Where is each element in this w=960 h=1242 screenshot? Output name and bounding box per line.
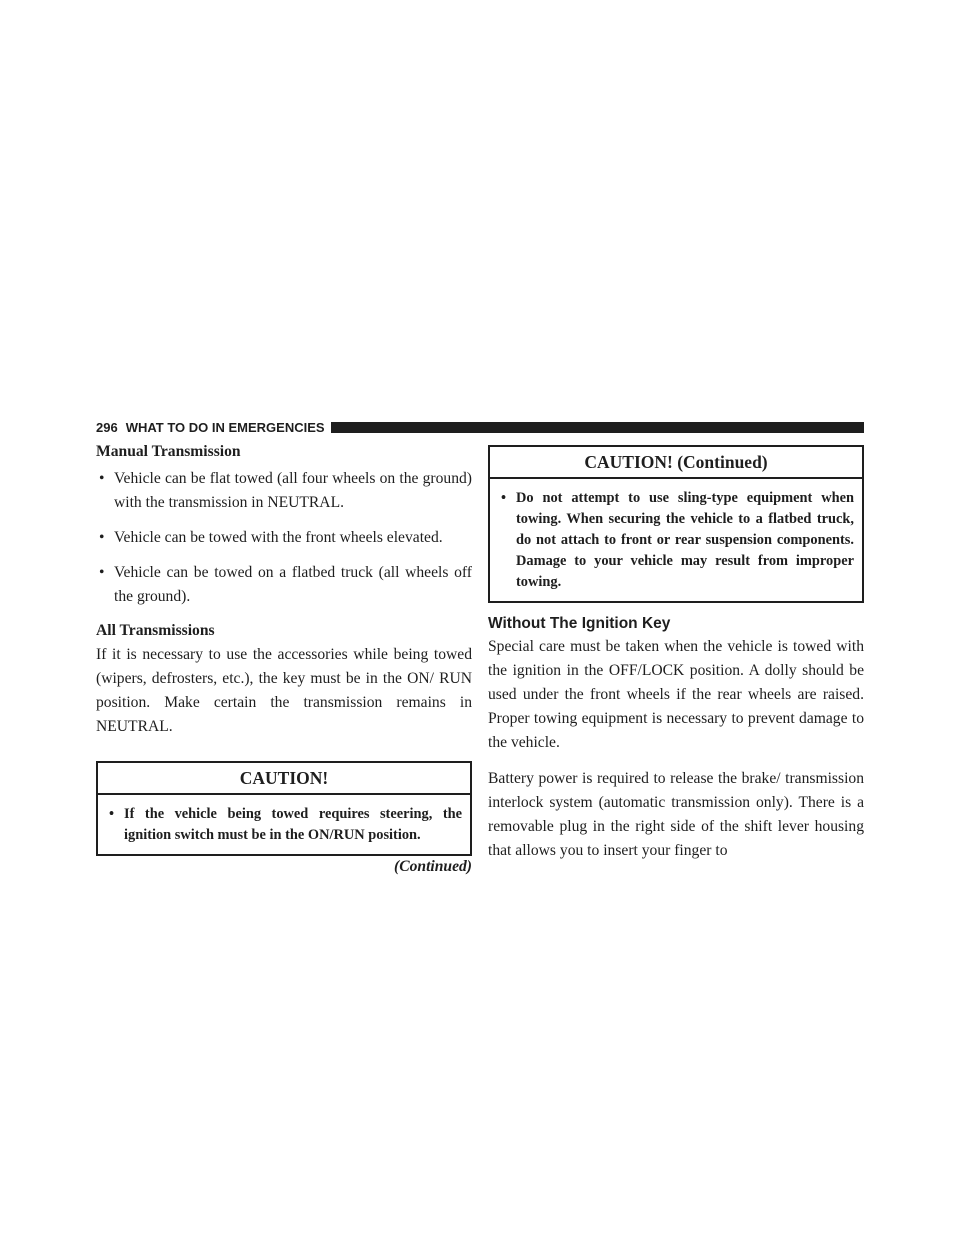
list-item: • Vehicle can be towed with the front wheels elevated. [96, 526, 472, 550]
manual-transmission-heading: Manual Transmission [96, 443, 241, 460]
page-header [96, 418, 864, 436]
bullet-icon: • [99, 564, 105, 581]
section-title: WHAT TO DO IN EMERGENCIES [125, 419, 325, 435]
bullet-icon: • [99, 529, 105, 546]
list-item: • Vehicle can be flat towed (all four wheels on the ground) with the transmission in NEUTRAL. [96, 467, 472, 515]
header-rule [331, 422, 864, 433]
bullet-icon: • [501, 490, 507, 506]
caution-continued-title: CAUTION! (Continued) [490, 447, 862, 479]
bullet-icon: • [99, 470, 105, 487]
caution-box [96, 761, 472, 856]
right-column [488, 440, 864, 863]
all-transmissions-heading: All Transmissions [96, 622, 215, 639]
caution-title: CAUTION! [98, 763, 470, 795]
ignition-paragraph-1: Special care must be taken when the vehicle is towed with the ignition in the OFF/LOCK position. A dolly should be used under the front wheels if the rear wheels are raised. Proper towing equipment is necessary to prevent damage to the vehicle. [488, 638, 864, 751]
caution-item: • Do not attempt to use sling-type equipment when towing. When securing the vehicle to a flatbed truck, do not attach to front or rear suspension components. Damage to your vehicle may result from improper towing. [501, 490, 854, 590]
caution-item: • If the vehicle being towed requires steering, the ignition switch must be in the ON/RUN position. [109, 806, 462, 843]
page-number: 296 [96, 419, 118, 435]
caution-continued-box [488, 445, 864, 603]
ignition-paragraph-2: Battery power is required to release the brake/ transmission interlock system (automatic transmission only). There is a removable plug in the right side of the shift lever housing that allows you to insert your finger to [488, 770, 864, 859]
list-item: • Vehicle can be towed on a flatbed truck (all wheels off the ground). [96, 561, 472, 609]
manual-transmission-list [96, 467, 472, 609]
continued-label: (Continued) [394, 858, 472, 875]
left-column [96, 440, 472, 878]
all-transmissions-paragraph: If it is necessary to use the accessories while being towed (wipers, defrosters, etc.), the key must be in the ON/ RUN position. Make certain the transmission remains in NEUTRAL. [96, 646, 472, 735]
without-ignition-key-heading: Without The Ignition Key [488, 615, 671, 632]
bullet-icon: • [109, 806, 115, 822]
